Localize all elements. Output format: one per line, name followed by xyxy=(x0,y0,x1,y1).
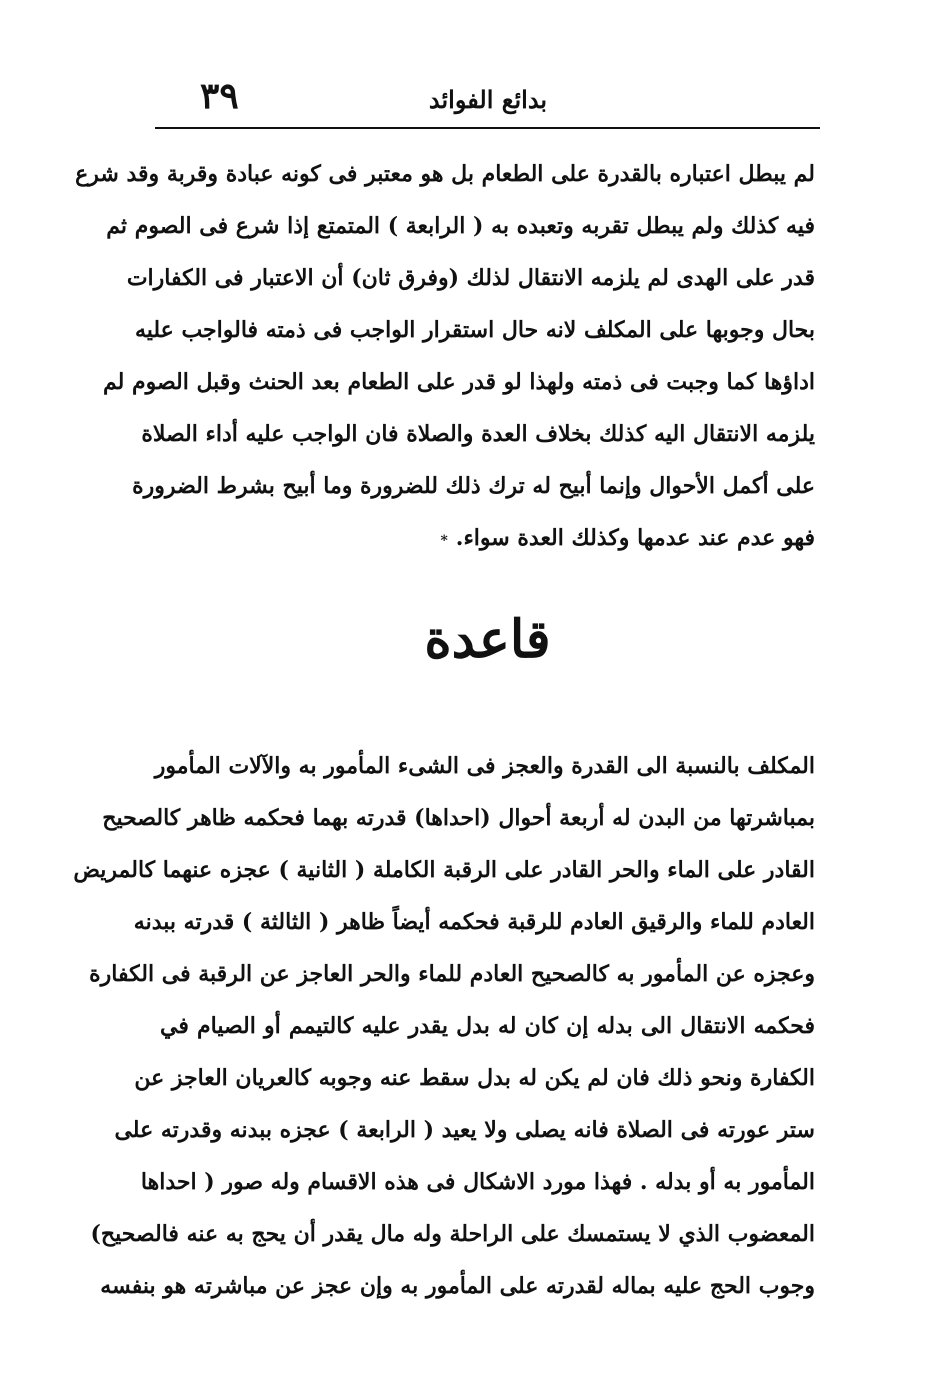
paragraph-1 xyxy=(75,148,815,564)
text-line: ستر عورته فى الصلاة فانه يصلى ولا يعيد ( الرابعة ) عجزه ببدنه وقدرته على xyxy=(114,1117,815,1143)
text-line: اداؤها كما وجبت فى ذمته ولهذا لو قدر على الطعام بعد الحنث وقبل الصوم لم xyxy=(102,369,815,395)
text-line-content: فهو عدم عند عدمها وكذلك العدة سواء. xyxy=(455,525,815,551)
text-line: المأمور به أو بدله . فهذا مورد الاشكال فى هذه الاقسام وله صور ( احداها xyxy=(140,1169,815,1195)
text-line: الكفارة ونحو ذلك فان لم يكن له بدل سقط عنه وجوبه كالعريان العاجز عن xyxy=(134,1065,815,1091)
text-line: يلزمه الانتقال اليه كذلك بخلاف العدة والصلاة فان الواجب عليه أداء الصلاة xyxy=(141,421,815,447)
text-line: لم يبطل اعتباره بالقدرة على الطعام بل هو معتبر فى كونه عبادة وقربة وقد شرع xyxy=(75,161,815,187)
running-title: بدائع الفوائد xyxy=(428,85,548,114)
text-line: فحكمه الانتقال الى بدله إن كان له بدل يقدر عليه كالتيمم أو الصيام في xyxy=(160,1013,815,1039)
text-line: وعجزه عن المأمور به كالصحيح العادم للماء والحر العاجز عن الرقبة فى الكفارة xyxy=(89,961,815,987)
end-mark: * xyxy=(440,533,448,549)
text-line-last xyxy=(160,512,815,564)
text-line: بمباشرتها من البدن له أربعة أحوال (احداها) قدرته بهما فحكمه ظاهر كالصحيح xyxy=(102,805,815,831)
page-header xyxy=(158,76,818,124)
text-line: وجوب الحج عليه بماله لقدرته على المأمور به وإن عجز عن مباشرته هو بنفسه xyxy=(100,1273,815,1299)
text-line: المكلف بالنسبة الى القدرة والعجز فى الشىء المأمور به والآلات المأمور xyxy=(154,753,815,779)
text-line: بحال وجوبها على المكلف لانه حال استقرار الواجب فى ذمته فالواجب عليه xyxy=(134,317,815,343)
text-line: فيه كذلك ولم يبطل تقربه وتعبده به ( الرابعة ) المتمتع إذا شرع فى الصوم ثم xyxy=(106,213,815,239)
text-line: على أكمل الأحوال وإنما أبيح له ترك ذلك للضرورة وما أبيح بشرط الضرورة xyxy=(132,473,815,499)
paragraph-2 xyxy=(73,740,815,1312)
text-line: القادر على الماء والحر القادر على الرقبة الكاملة ( الثانية ) عجزه عنهما كالمريض xyxy=(73,857,815,883)
header-divider xyxy=(155,127,820,129)
text-line: قدر على الهدى لم يلزمه الانتقال لذلك (وفرق ثان) أن الاعتبار فى الكفارات xyxy=(126,265,815,291)
text-line: العادم للماء والرقيق العادم للرقبة فحكمه أيضاً ظاهر ( الثالثة ) قدرته ببدنه xyxy=(133,909,815,935)
page-number: ٣٩ xyxy=(200,75,239,117)
section-heading: قاعدة xyxy=(424,609,551,670)
text-line: المعضوب الذي لا يستمسك على الراحلة وله مال يقدر أن يحج به عنه فالصحيح) xyxy=(90,1221,815,1247)
